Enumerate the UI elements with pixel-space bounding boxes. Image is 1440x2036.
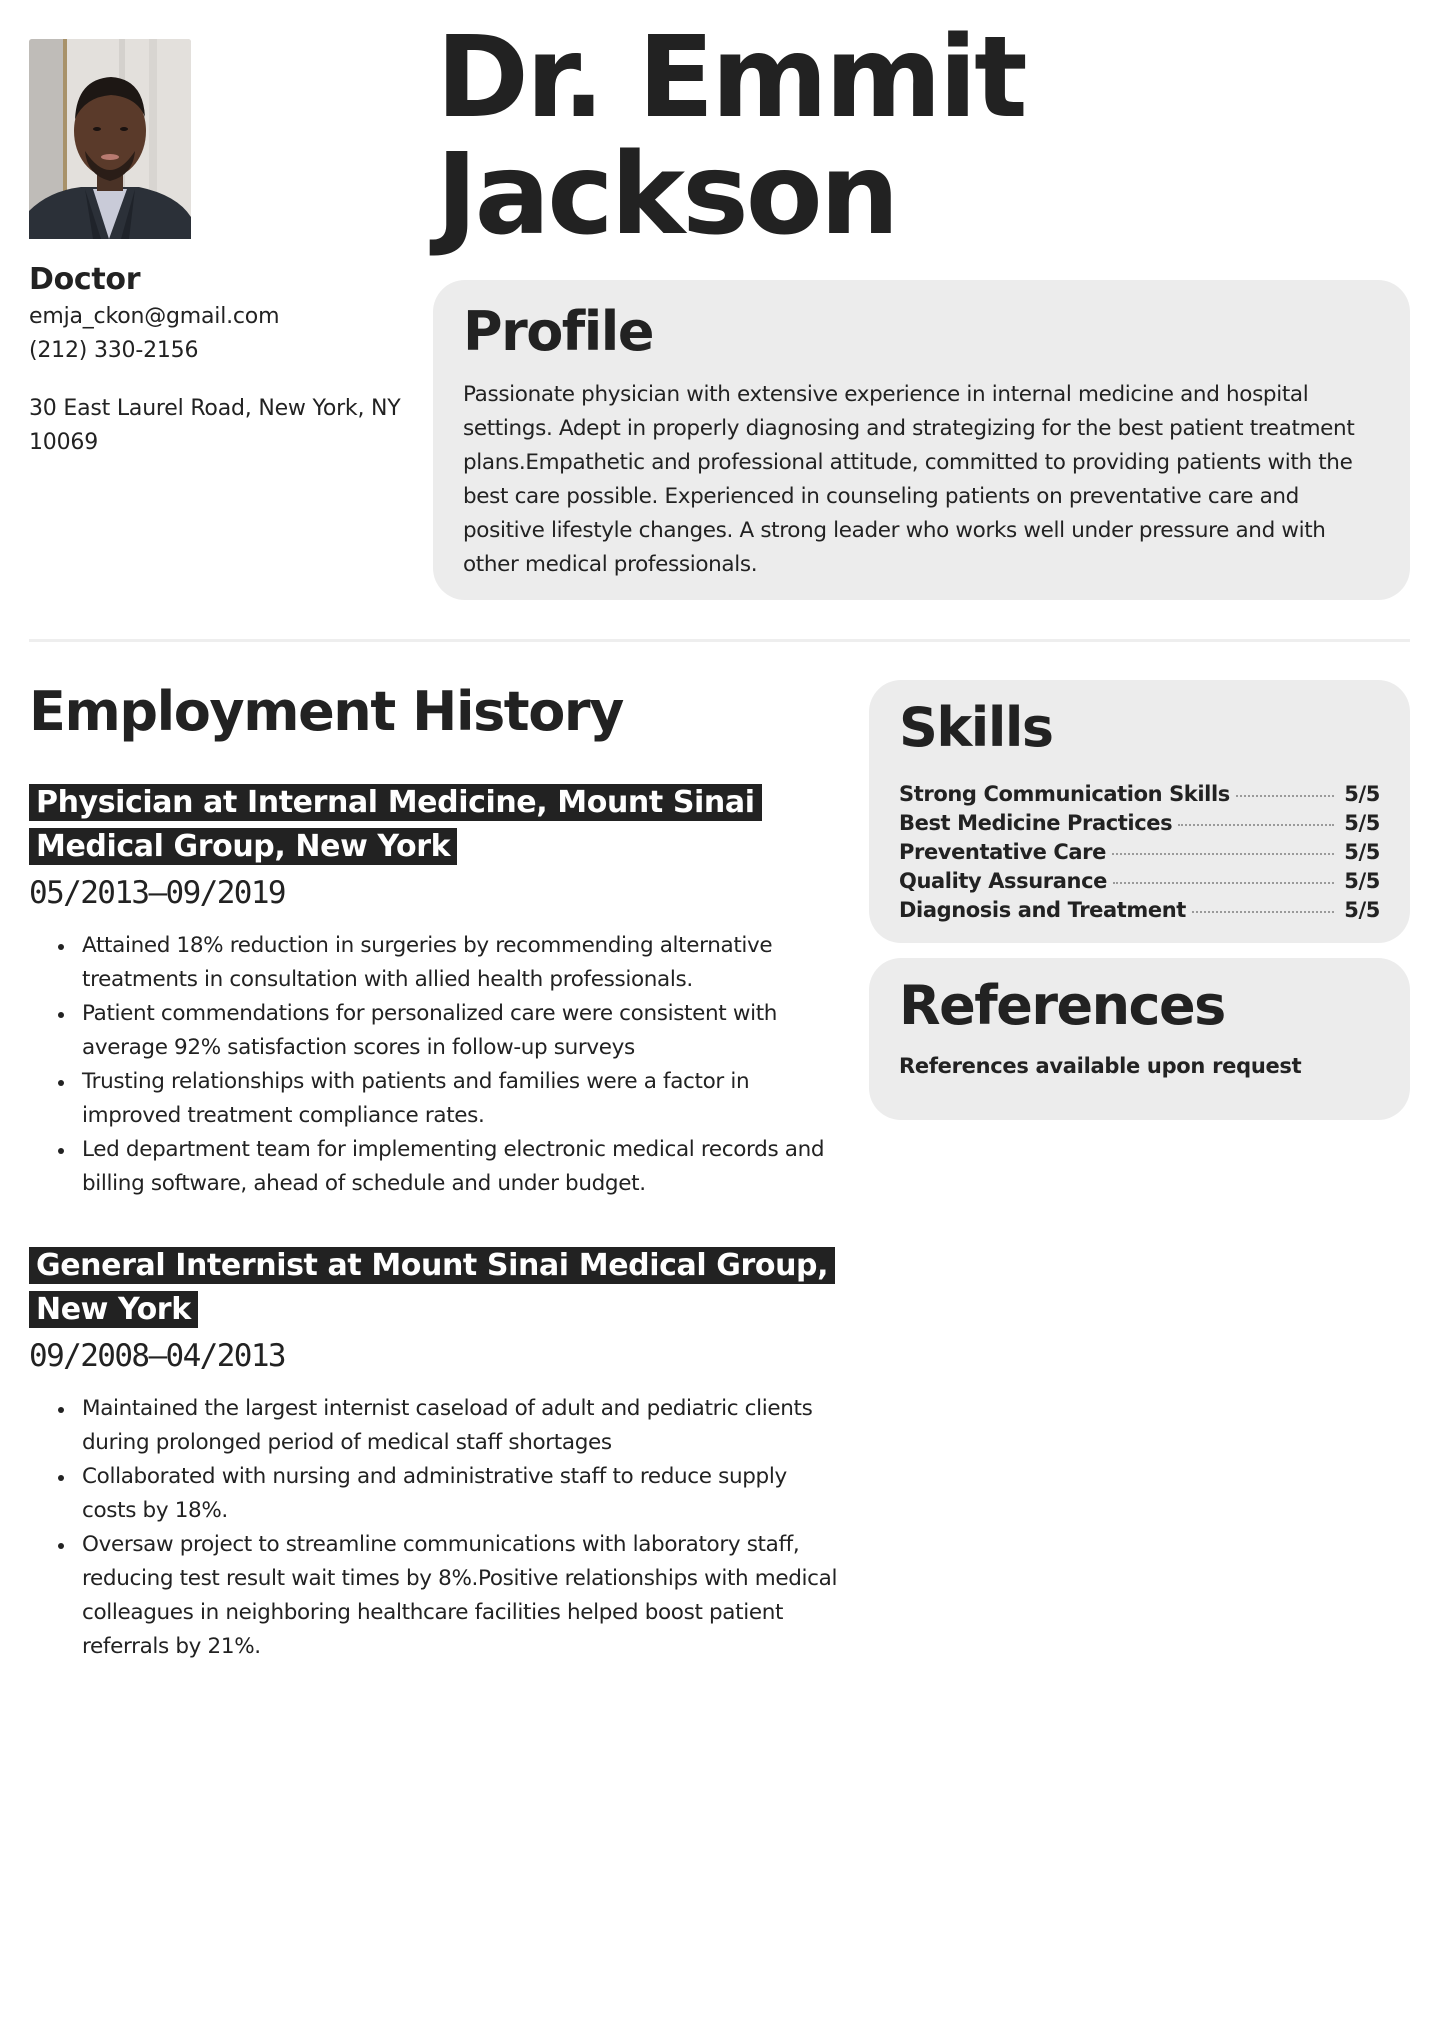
skill-name: Preventative Care [899,840,1106,864]
name-line-1: Dr. Emmit [436,13,1025,143]
job-achievements-list [29,1392,839,1664]
list-item-text: Collaborated with nursing and administrative staff to reduce supply costs by 18%. [82,1464,787,1523]
dotted-leader [1113,882,1334,884]
skill-name: Quality Assurance [899,869,1107,893]
skill-name: Best Medicine Practices [899,811,1173,835]
bullet-icon [58,1407,64,1413]
list-item [82,1528,839,1664]
job-dates: 09/2008—04/2013 [29,1338,285,1374]
dotted-leader [1236,795,1334,797]
profile-summary: Passionate physician with extensive experience in internal medicine and hospital settings. Adept in properly diagnosing and strategizing for the best patient treatment plans.Empathetic and professional attitude, committed to providing patients with the best care possible. Experienced in counseling patients on preventative care and positive lifestyle changes. A strong leader who works well under pressure and with other medical professionals. [463,382,1355,577]
employment-entry [29,1244,839,1664]
skill-name: Strong Communication Skills [899,782,1230,806]
list-item-text: Led department team for implementing electronic medical records and billing software, ahead of schedule and under budget. [82,1137,825,1196]
profile-photo [29,39,191,239]
list-item-text: Oversaw project to streamline communications with laboratory staff, reducing test result wait times by 8%.Positive relationships with medical colleagues in neighboring healthcare facilities helped boost patient referrals by 21%. [82,1532,838,1659]
list-item-text: Patient commendations for personalized care were consistent with average 92% satisfaction scores in follow-up surveys [82,1001,778,1060]
job-title-text: Physician at Internal Medicine, Mount Sinai Medical Group, New York [29,784,762,865]
address-text: 30 East Laurel Road, New York, NY 10069 [29,396,401,455]
skill-score: 5/5 [1344,898,1380,922]
job-achievements-list [29,929,839,1201]
name-line-2: Jackson [436,130,897,260]
skills-heading: Skills [899,696,1053,759]
dotted-leader [1192,911,1334,913]
profile-heading: Profile [463,300,653,363]
job-role-label: Doctor [29,262,141,297]
list-item-text: Maintained the largest internist caseload of adult and pediatric clients during prolonged period of medical staff shortages [82,1396,813,1455]
employment-history-heading: Employment History [29,680,623,743]
list-item [82,1460,839,1528]
skill-row [899,867,1380,896]
phone-text[interactable]: (212) 330-2156 [29,338,199,363]
skill-name: Diagnosis and Treatment [899,898,1186,922]
list-item [82,929,839,997]
list-item-text: Attained 18% reduction in surgeries by recommending alternative treatments in consultation with allied health professionals. [82,933,773,992]
list-item [82,1392,839,1460]
profile-card [433,280,1410,600]
references-heading: References [899,974,1225,1037]
references-note: References available upon request [899,1054,1302,1078]
section-divider [29,639,1410,642]
bullet-icon [58,1148,64,1154]
employment-entry [29,781,839,1201]
email-text[interactable]: emja_ckon@gmail.com [29,304,280,329]
bullet-icon [58,1012,64,1018]
job-title [29,1244,839,1332]
person-portrait-icon [29,39,191,239]
bullet-icon [58,1080,64,1086]
list-item-text: Trusting relationships with patients and families were a factor in improved treatment compliance rates. [82,1069,750,1128]
skills-card [869,680,1410,943]
skill-score: 5/5 [1344,840,1380,864]
bullet-icon [58,1475,64,1481]
dotted-leader [1178,824,1334,826]
skill-score: 5/5 [1344,811,1380,835]
skill-row [899,896,1380,925]
list-item [82,997,839,1065]
skill-score: 5/5 [1344,782,1380,806]
skill-row [899,809,1380,838]
skills-list [899,780,1380,925]
skill-row [899,780,1380,809]
bullet-icon [58,944,64,950]
job-title-text: General Internist at Mount Sinai Medical Group, New York [29,1247,835,1328]
job-dates: 05/2013—09/2019 [29,875,285,911]
dotted-leader [1112,853,1334,855]
candidate-name [436,13,1025,260]
skill-score: 5/5 [1344,869,1380,893]
list-item [82,1065,839,1133]
references-card [869,958,1410,1120]
job-title [29,781,839,869]
bullet-icon [58,1543,64,1549]
skill-row [899,838,1380,867]
list-item [82,1133,839,1201]
